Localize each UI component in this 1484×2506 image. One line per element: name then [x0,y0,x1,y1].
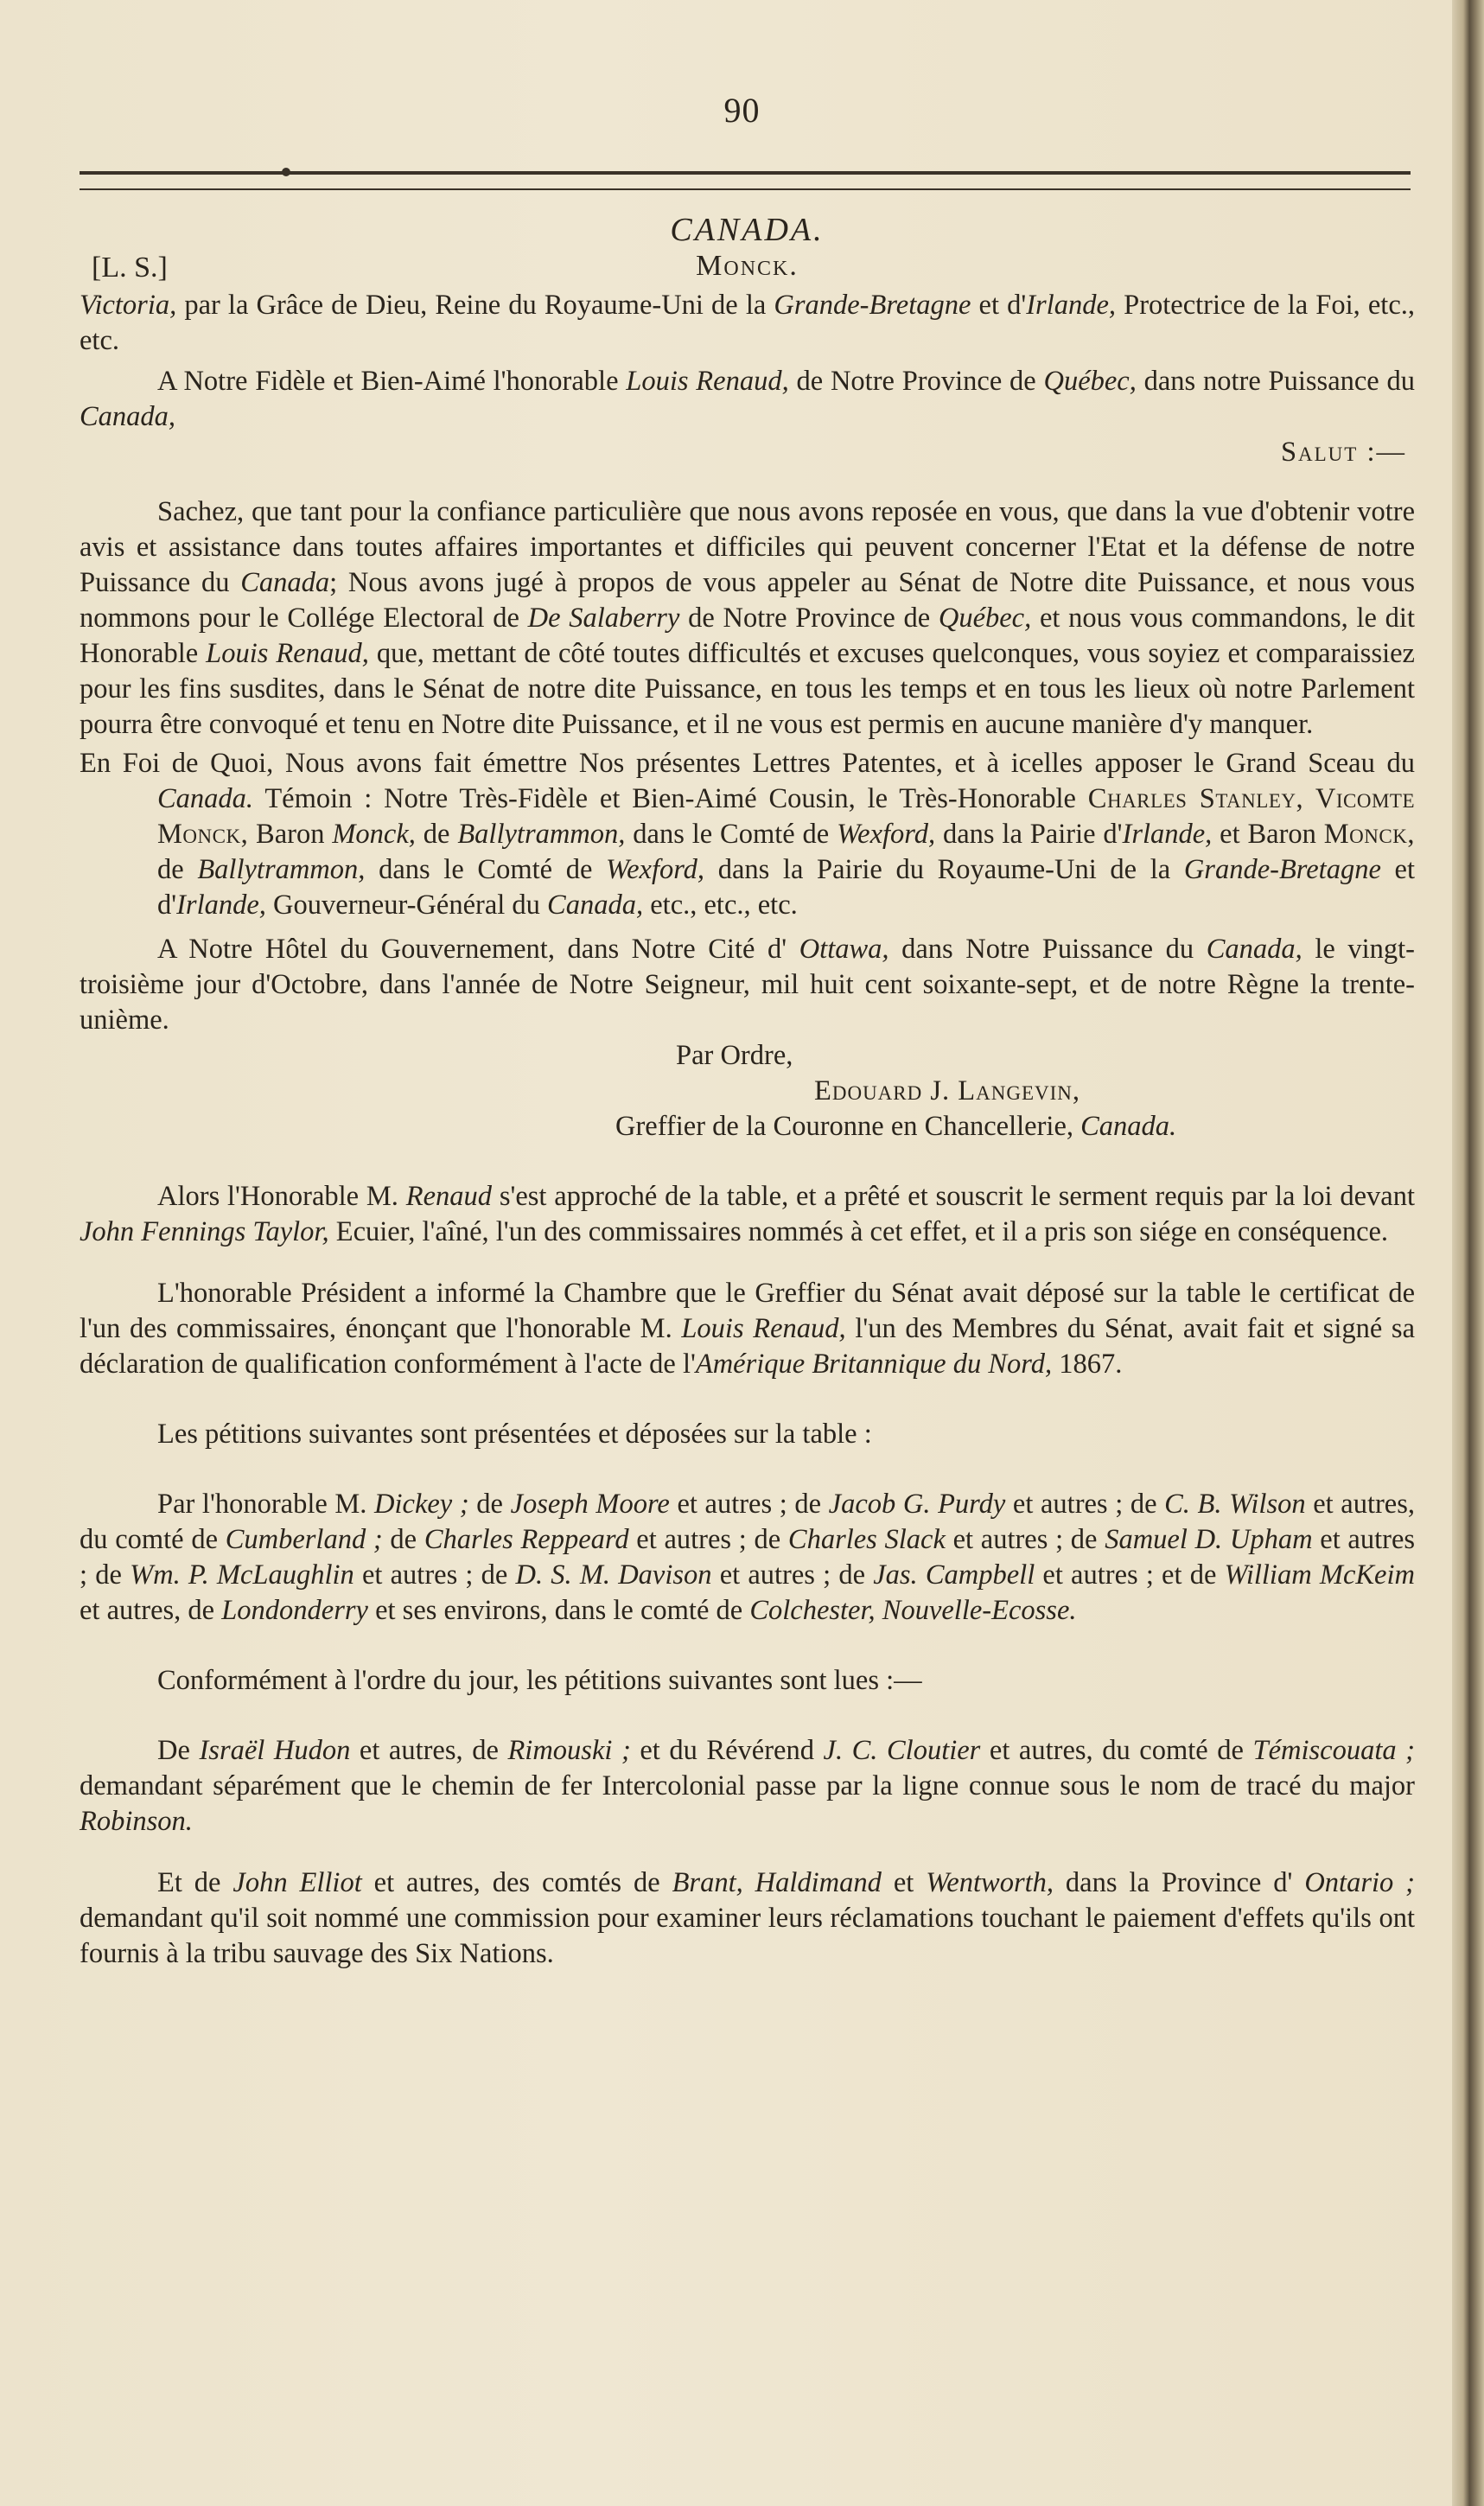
signer-name: Edouard J. Langevin, [814,1075,1081,1106]
proclamation-body: Sachez, que tant pour la confiance particulière que nous avons reposée en vous, que dans la vue d'obtenir votre avis et assistance dans toutes affaires importantes et difficiles qui peuvent concerner l'Etat et la défense de notre Puissance du Canada; Nous avons jugé à propos de vous appeler au Sénat de Notre dite Puissance, et nous vous nommons pour le Collége Electoral de De Salaberry de Notre Province de Québec, et nous vous commandons, le dit Honorable Louis Renaud, que, mettant de côté toutes difficultés et excuses quelconques, vous soyiez et comparaissiez pour les fins susdites, dans le Sénat de notre dite Puissance, en tous les temps et en tous les lieux où notre Parlement pourra être convoqué et tenu en Notre dite Puissance, et il ne vous est permis en aucune manière d'y manquer. [80,496,1415,740]
petitions-read: Conformément à l'ordre du jour, les pétitions suivantes sont lues :— [157,1665,922,1696]
proclamation-address: A Notre Fidèle et Bien-Aimé l'honorable Louis Renaud, de Notre Province de Québec, dans notre Puissance du Canada, [80,366,1415,432]
petitions-presented: Les pétitions suivantes sont présentées et déposées sur la table : [157,1419,872,1450]
proclamation-opening: Victoria, par la Grâce de Dieu, Reine du Royaume-Uni de la Grande-Bretagne et d'Irlande, Protectrice de la Foi, etc., etc. [80,290,1416,356]
dickey-paragraph: Par l'honorable M. Dickey ; de Joseph Moore et autres ; de Jacob G. Purdy et autres ; de C. B. Wilson et autres, du comté de Cumberland ; de Charles Reppeard et autres ; de Charles Slack et autres ; de Samuel D. Upham et autres ; de Wm. P. McLaughlin et autres ; de D. S. M. Davison et autres ; de Jas. Campbell et autres ; et de William McKeim et autres, de Londonderry et ses environs, dans le comté de Colchester, Nouvelle-Ecosse. [80,1489,1416,1626]
header-row [80,248,1415,288]
page-body [80,207,1415,1972]
top-rule-thin [80,188,1411,190]
rule-ornament [282,168,290,176]
hotel-paragraph: A Notre Hôtel du Gouvernement, dans Notre Cité d' Ottawa, dans Notre Puissance du Canada, le vingt-troisième jour d'Octobre, dans l'année de Notre Seigneur, mil huit cent soixante-sept, et de notre Règne la trente-unième. [80,934,1415,1036]
hudon-paragraph: De Israël Hudon et autres, de Rimouski ; et du Révérend J. C. Cloutier et autres, du comté de Témiscouata ; demandant séparément que le chemin de fer Intercolonial passe par la ligne connue sous le nom de tracé du major Robinson. [80,1735,1415,1837]
document-title: CANADA. [670,212,825,248]
signatory: Monck. [696,250,799,282]
page-number: 90 [723,91,761,130]
president-paragraph: L'honorable Président a informé la Chambre que le Greffier du Sénat avait déposé sur la table le certificat de l'un des commissaires, énonçant que l'honorable M. Louis Renaud, l'un des Membres du Sénat, avait fait et signé sa déclaration de qualification conformément à l'acte de l'Amérique Britannique du Nord, 1867. [80,1278,1416,1380]
oath-paragraph: Alors l'Honorable M. Renaud s'est approché de la table, et a prêté et souscrit le serment requis par la loi devant John Fennings Taylor, Ecuier, l'aîné, l'un des commissaires nommés à cet effet, et il a pris son siége en conséquence. [80,1181,1415,1247]
signer-title: Greffier de la Couronne en Chancellerie, Canada. [615,1111,1177,1142]
top-rule [80,171,1411,175]
par-ordre: Par Ordre, [676,1040,793,1071]
en-foi-paragraph: En Foi de Quoi, Nous avons fait émettre Nos présentes Lettres Patentes, et à icelles apposer le Grand Sceau du Canada. Témoin : Notre Très-Fidèle et Bien-Aimé Cousin, le Très-Honorable Charles Stanley, Vicomte Monck, Baron Monck, de Ballytrammon, dans le Comté de Wexford, dans la Pairie d'Irlande, et Baron Monck, de Ballytrammon, dans le Comté de Wexford, dans la Pairie du Royaume-Uni de la Grande-Bretagne et d'Irlande, Gouverneur-Général du Canada, etc., etc., etc. [80,748,1415,921]
elliot-paragraph: Et de John Elliot et autres, des comtés de Brant, Haldimand et Wentworth, dans la Province d' Ontario ; demandant qu'il soit nommé une commission pour examiner leurs réclamations touchant le paiement d'effets qu'ils ont fournis à la tribu sauvage des Six Nations. [80,1867,1415,1969]
salutation: Salut :— [1280,437,1406,468]
book-binding-edge [1452,0,1484,2506]
seal-mark: [L. S.] [92,252,168,284]
